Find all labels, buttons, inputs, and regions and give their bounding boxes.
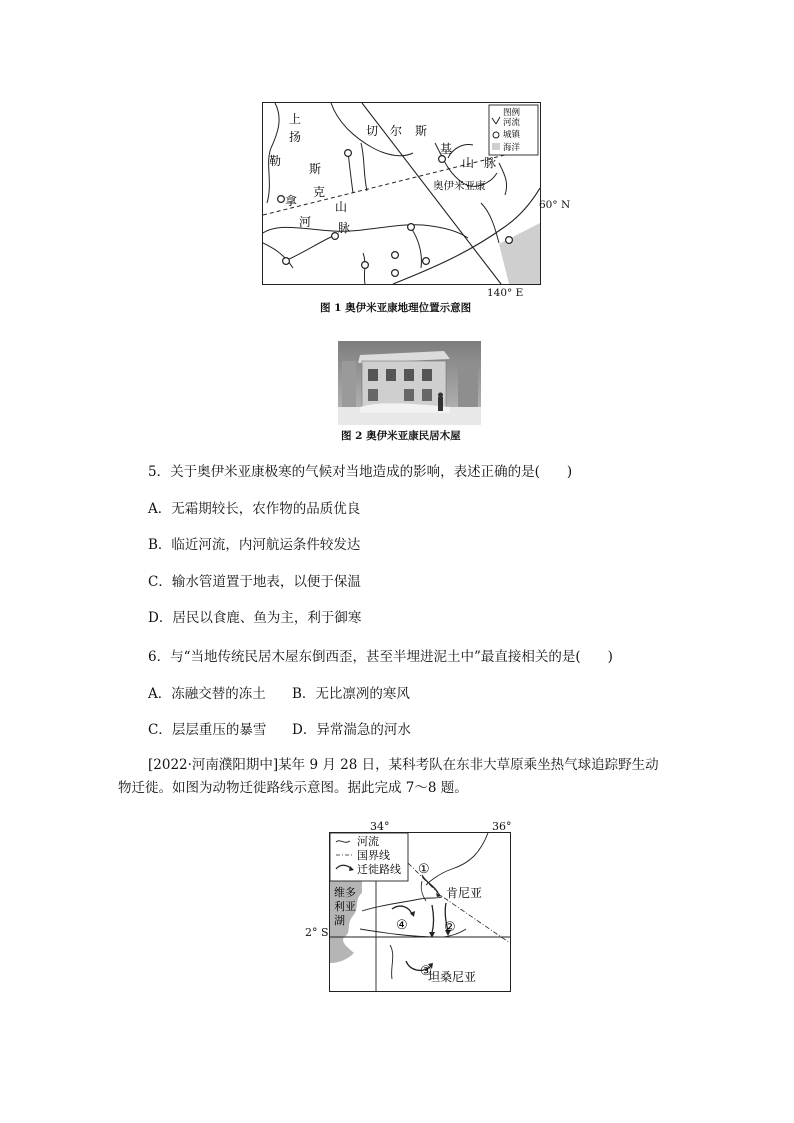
lat-2s: 2° S [305,926,329,939]
location-map [262,102,541,285]
label-shan2: 山 [462,156,475,170]
label-shan1: 山 [335,200,348,214]
question-6 [148,645,613,665]
question-5-stem: 关于奥伊米亚康极寒的气候对当地造成的影响，表述正确的是( ) [170,464,573,480]
intro-paragraph [118,754,676,800]
legend-town: 城镇 [503,130,521,140]
lon-34: 34° [370,820,390,833]
q5-option-a: A．无霜期较长，农作物的品质优良 [148,501,361,517]
legend-ocean: 海洋 [503,143,521,153]
label-qie: 切 [366,124,379,138]
marker-4: ④ [396,918,408,933]
q5-option-c: C．输水管道置于地表，以便于保温 [148,574,361,590]
q5-option-d: D．居民以食鹿、鱼为主，利于御寒 [148,610,362,626]
question-6-number: 6． [148,649,171,665]
label-he: 河 [299,215,312,229]
lake-label-1: 维多 [334,886,356,899]
q5-option-b: B．临近河流，内河航运条件较发达 [148,537,361,553]
lon-140e: 140° E [487,287,524,299]
marker-1: ① [418,862,430,877]
label-le: 勒 [269,154,282,168]
label-mai1: 脉 [338,221,351,235]
label-er: 尔 [390,124,403,138]
lake-label-2: 利亚 [334,900,356,913]
label-na: 拿 [285,194,298,208]
lake-label-3: 湖 [334,914,345,927]
legend-river: 河流 [503,118,521,128]
q6-option-d: D．异常湍急的河水 [292,722,411,738]
intro-line-1: [2022·河南濮阳期中]某年 9 月 28 日，某科考队在东非大草原乘坐热气球追踪野生动 [148,757,659,773]
marker-2: ② [444,920,456,935]
label-mai2: 脉 [484,156,497,170]
legend-route: 迁徙路线 [357,863,401,876]
migration-map [329,832,511,992]
legend-border: 国界线 [357,849,390,862]
figure1-caption: 图 1 奥伊米亚康地理位置示意图 [320,302,472,314]
label-yang: 扬 [289,130,302,144]
intro-line-2: 物迁徙。如图为动物迁徙路线示意图。据此完成 7～8 题。 [118,780,468,796]
lat-60n: 60° N [539,199,571,211]
question-6-stem: 与“当地传统民居木屋东倒西歪，甚至半埋进泥土中”最直接相关的是( ) [170,649,613,665]
question-5-number: 5． [148,464,171,480]
wooden-house-photo [338,341,481,425]
lon-36: 36° [492,820,512,833]
meridian-140e [362,103,501,284]
label-ji: 基 [440,142,453,156]
legend-river: 河流 [357,835,379,848]
label-shang: 上 [289,112,302,126]
question-5 [148,460,572,480]
label-tanzania: 坦桑尼亚 [428,970,477,984]
marker-3: ③ [420,964,432,979]
q6-option-c: C．层层重压的暴雪 [148,722,267,738]
ocean-area [499,223,540,284]
q6-option-a: A．冻融交替的冻土 [148,686,266,702]
label-oymyakon: 奥伊米亚康 [433,180,486,192]
label-si2: 斯 [415,124,428,138]
q6-option-b: B．无比凛冽的寒风 [292,686,410,702]
figure2-caption: 图 2 奥伊米亚康民居木屋 [341,430,461,442]
label-kenya: 肯尼亚 [446,886,483,900]
legend-title: 图例 [503,108,521,118]
label-ke: 克 [313,185,326,199]
label-si1: 斯 [309,162,322,176]
